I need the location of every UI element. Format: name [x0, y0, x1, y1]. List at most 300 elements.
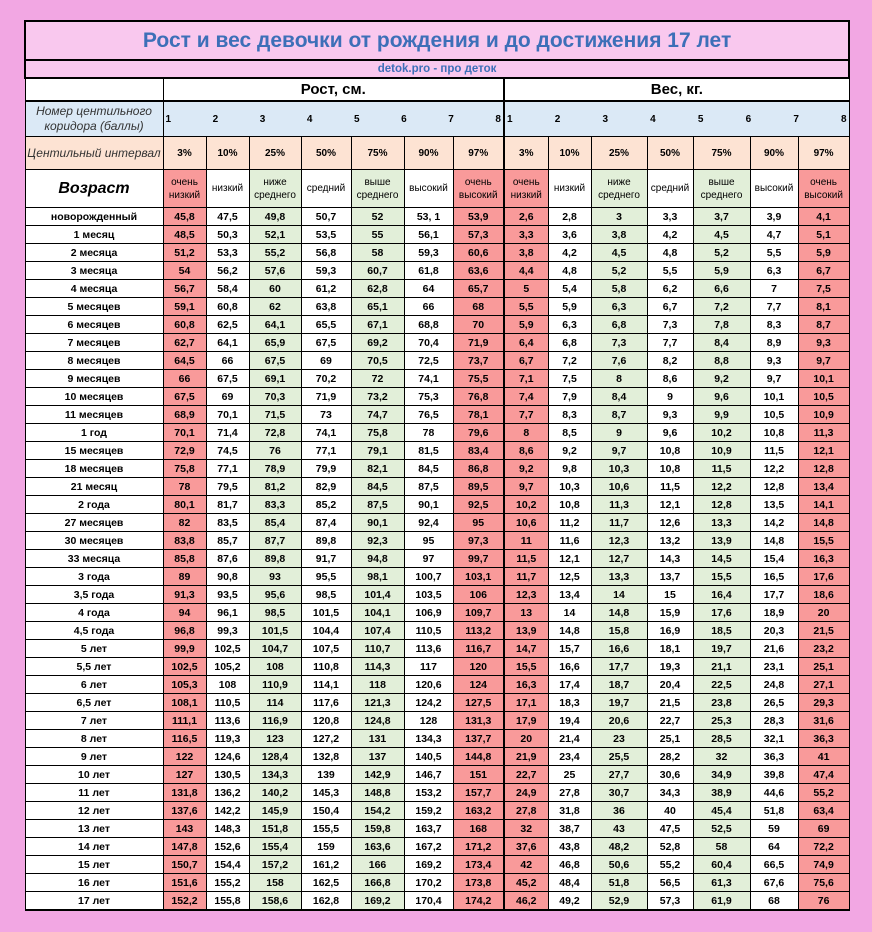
height-value: 55,2 — [249, 244, 301, 262]
table-row — [25, 298, 849, 316]
height-value: 119,3 — [206, 730, 249, 748]
weight-value: 56,5 — [647, 874, 693, 892]
weight-value: 14,5 — [693, 550, 750, 568]
height-value: 131 — [351, 730, 404, 748]
height-value: 145,9 — [249, 802, 301, 820]
weight-value: 14,8 — [591, 604, 647, 622]
weight-value: 61,9 — [693, 892, 750, 911]
weight-value: 3 — [591, 208, 647, 226]
height-value: 167,2 — [404, 838, 453, 856]
table-row — [25, 424, 849, 442]
category-cell: низкий — [548, 170, 591, 208]
table-row — [25, 550, 849, 568]
weight-value: 38,9 — [693, 784, 750, 802]
weight-value: 4,2 — [548, 244, 591, 262]
weight-value: 11,6 — [548, 532, 591, 550]
height-value: 67,5 — [301, 334, 351, 352]
height-value: 117 — [404, 658, 453, 676]
weight-value: 15,5 — [693, 568, 750, 586]
weight-value: 68 — [750, 892, 798, 911]
weight-value: 31,6 — [798, 712, 849, 730]
height-value: 53,5 — [301, 226, 351, 244]
weight-value: 21,5 — [798, 622, 849, 640]
height-value: 89,5 — [453, 478, 504, 496]
height-value: 47,5 — [206, 208, 249, 226]
height-value: 62,7 — [163, 334, 206, 352]
height-header: Рост, см. — [163, 78, 504, 101]
height-value: 76,5 — [404, 406, 453, 424]
height-value: 142,2 — [206, 802, 249, 820]
height-value: 84,5 — [404, 460, 453, 478]
table-row — [25, 496, 849, 514]
weight-value: 6,7 — [798, 262, 849, 280]
height-value: 55 — [351, 226, 404, 244]
weight-value: 12,8 — [693, 496, 750, 514]
weight-value: 12,3 — [504, 586, 548, 604]
height-value: 62,5 — [206, 316, 249, 334]
height-value: 140,2 — [249, 784, 301, 802]
weight-value: 20 — [798, 604, 849, 622]
weight-value: 20,4 — [647, 676, 693, 694]
height-value: 65,5 — [301, 316, 351, 334]
age-cell: 11 лет — [25, 784, 163, 802]
weight-value: 25,3 — [693, 712, 750, 730]
weight-value: 21,5 — [647, 694, 693, 712]
age-cell: 10 лет — [25, 766, 163, 784]
height-value: 110,8 — [301, 658, 351, 676]
weight-value: 57,3 — [647, 892, 693, 911]
age-cell: 14 лет — [25, 838, 163, 856]
weight-value: 64 — [750, 838, 798, 856]
age-cell: 4 месяца — [25, 280, 163, 298]
height-value: 153,2 — [404, 784, 453, 802]
weight-value: 19,7 — [591, 694, 647, 712]
height-value: 99,9 — [163, 640, 206, 658]
height-value: 158 — [249, 874, 301, 892]
height-value: 113,2 — [453, 622, 504, 640]
weight-value: 6,3 — [750, 262, 798, 280]
height-value: 65,1 — [351, 298, 404, 316]
weight-value: 5,2 — [693, 244, 750, 262]
height-value: 150,7 — [163, 856, 206, 874]
weight-value: 51,8 — [750, 802, 798, 820]
weight-value: 58 — [693, 838, 750, 856]
weight-value: 15,8 — [591, 622, 647, 640]
weight-value: 39,8 — [750, 766, 798, 784]
height-value: 63,8 — [301, 298, 351, 316]
height-value: 104,7 — [249, 640, 301, 658]
height-value: 75,8 — [163, 460, 206, 478]
height-value: 158,6 — [249, 892, 301, 911]
height-value: 70,2 — [301, 370, 351, 388]
weight-value: 14,3 — [647, 550, 693, 568]
height-value: 58,4 — [206, 280, 249, 298]
height-value: 127,5 — [453, 694, 504, 712]
weight-value: 9,3 — [750, 352, 798, 370]
height-value: 81,7 — [206, 496, 249, 514]
age-cell: 4,5 года — [25, 622, 163, 640]
height-value: 52 — [351, 208, 404, 226]
table-row — [25, 604, 849, 622]
height-value: 74,7 — [351, 406, 404, 424]
height-corridor-numbers — [163, 101, 504, 137]
weight-value: 7,6 — [591, 352, 647, 370]
weight-value: 63,4 — [798, 802, 849, 820]
table-row — [25, 874, 849, 892]
weight-value: 9,3 — [798, 334, 849, 352]
height-value: 134,3 — [404, 730, 453, 748]
weight-value: 34,3 — [647, 784, 693, 802]
weight-value: 17,6 — [693, 604, 750, 622]
corridor-number: 7 — [793, 113, 799, 125]
weight-header: Вес, кг. — [504, 78, 849, 101]
height-value: 85,8 — [163, 550, 206, 568]
height-value: 162,5 — [301, 874, 351, 892]
height-value: 81,2 — [249, 478, 301, 496]
weight-value: 18,7 — [591, 676, 647, 694]
height-value: 91,3 — [163, 586, 206, 604]
height-value: 87,4 — [301, 514, 351, 532]
height-value: 64,1 — [206, 334, 249, 352]
height-value: 157,7 — [453, 784, 504, 802]
height-value: 71,4 — [206, 424, 249, 442]
percentile-cell: 75% — [693, 137, 750, 170]
height-value: 97,3 — [453, 532, 504, 550]
weight-value: 19,3 — [647, 658, 693, 676]
percentile-cell: 10% — [548, 137, 591, 170]
height-value: 131,3 — [453, 712, 504, 730]
height-value: 78 — [163, 478, 206, 496]
height-value: 107,4 — [351, 622, 404, 640]
weight-value: 29,3 — [798, 694, 849, 712]
weight-value: 10,8 — [647, 460, 693, 478]
weight-value: 15,9 — [647, 604, 693, 622]
height-value: 98,1 — [351, 568, 404, 586]
weight-value: 11,5 — [504, 550, 548, 568]
weight-value: 3,8 — [591, 226, 647, 244]
weight-value: 60,4 — [693, 856, 750, 874]
weight-value: 21,6 — [750, 640, 798, 658]
table-row — [25, 802, 849, 820]
height-value: 110,7 — [351, 640, 404, 658]
height-value: 50,7 — [301, 208, 351, 226]
height-value: 151 — [453, 766, 504, 784]
category-cell: очень высокий — [453, 170, 504, 208]
height-value: 68,8 — [404, 316, 453, 334]
height-value: 104,4 — [301, 622, 351, 640]
height-value: 83,4 — [453, 442, 504, 460]
category-cell: средний — [647, 170, 693, 208]
height-value: 45,8 — [163, 208, 206, 226]
age-cell: новорожденный — [25, 208, 163, 226]
height-value: 124 — [453, 676, 504, 694]
height-value: 78,9 — [249, 460, 301, 478]
weight-value: 6,3 — [548, 316, 591, 334]
height-value: 128 — [404, 712, 453, 730]
weight-value: 2,6 — [504, 208, 548, 226]
weight-value: 38,7 — [548, 820, 591, 838]
height-value: 124,8 — [351, 712, 404, 730]
height-value: 169,2 — [351, 892, 404, 911]
weight-value: 2,8 — [548, 208, 591, 226]
weight-value: 7 — [750, 280, 798, 298]
height-value: 60,7 — [351, 262, 404, 280]
weight-value: 15,5 — [798, 532, 849, 550]
table-row — [25, 280, 849, 298]
weight-value: 9,9 — [693, 406, 750, 424]
height-value: 173,8 — [453, 874, 504, 892]
weight-value: 11,5 — [647, 478, 693, 496]
corridor-number: 5 — [354, 113, 360, 125]
weight-value: 10,3 — [591, 460, 647, 478]
height-value: 159,8 — [351, 820, 404, 838]
weight-value: 8,1 — [798, 298, 849, 316]
weight-value: 8,4 — [693, 334, 750, 352]
weight-value: 5,9 — [798, 244, 849, 262]
category-cell: высокий — [750, 170, 798, 208]
weight-value: 41 — [798, 748, 849, 766]
table-row — [25, 640, 849, 658]
height-value: 76,8 — [453, 388, 504, 406]
weight-value: 50,6 — [591, 856, 647, 874]
interval-label: Центильный интервал — [25, 137, 163, 170]
height-value: 144,8 — [453, 748, 504, 766]
weight-value: 52,8 — [647, 838, 693, 856]
height-value: 134,3 — [249, 766, 301, 784]
weight-value: 3,6 — [548, 226, 591, 244]
weight-value: 9 — [591, 424, 647, 442]
height-value: 123 — [249, 730, 301, 748]
height-value: 161,2 — [301, 856, 351, 874]
height-value: 163,7 — [404, 820, 453, 838]
weight-value: 59 — [750, 820, 798, 838]
weight-value: 11,5 — [693, 460, 750, 478]
age-cell: 6,5 лет — [25, 694, 163, 712]
weight-value: 46,2 — [504, 892, 548, 911]
weight-value: 8,6 — [647, 370, 693, 388]
weight-value: 12,7 — [591, 550, 647, 568]
height-value: 70 — [453, 316, 504, 334]
weight-value: 8,6 — [504, 442, 548, 460]
age-cell: 21 месяц — [25, 478, 163, 496]
weight-value: 5,1 — [798, 226, 849, 244]
height-value: 154,4 — [206, 856, 249, 874]
percentile-cell: 25% — [591, 137, 647, 170]
table-row — [25, 838, 849, 856]
percentile-cell: 75% — [351, 137, 404, 170]
height-value: 84,5 — [351, 478, 404, 496]
age-cell: 9 месяцев — [25, 370, 163, 388]
weight-value: 15 — [647, 586, 693, 604]
weight-value: 22,7 — [647, 712, 693, 730]
height-value: 143 — [163, 820, 206, 838]
table-row — [25, 208, 849, 226]
height-value: 70,3 — [249, 388, 301, 406]
height-value: 93 — [249, 568, 301, 586]
weight-value: 6,7 — [504, 352, 548, 370]
height-value: 50,3 — [206, 226, 249, 244]
age-cell: 7 месяцев — [25, 334, 163, 352]
weight-value: 23,8 — [693, 694, 750, 712]
height-value: 68 — [453, 298, 504, 316]
category-cell: очень низкий — [504, 170, 548, 208]
table-row — [25, 694, 849, 712]
height-value: 159,2 — [404, 802, 453, 820]
height-value: 74,5 — [206, 442, 249, 460]
weight-value: 14,2 — [750, 514, 798, 532]
weight-value: 14,8 — [798, 514, 849, 532]
height-value: 66 — [404, 298, 453, 316]
height-value: 83,3 — [249, 496, 301, 514]
height-value: 155,2 — [206, 874, 249, 892]
weight-value: 11,3 — [798, 424, 849, 442]
height-value: 152,6 — [206, 838, 249, 856]
weight-value: 10,5 — [750, 406, 798, 424]
height-value: 99,3 — [206, 622, 249, 640]
height-value: 132,8 — [301, 748, 351, 766]
table-row — [25, 892, 849, 911]
height-value: 108 — [206, 676, 249, 694]
percentile-cell: 90% — [404, 137, 453, 170]
weight-value: 14,8 — [548, 622, 591, 640]
weight-value: 13,2 — [647, 532, 693, 550]
corridor-number: 8 — [495, 113, 501, 125]
weight-value: 8,3 — [750, 316, 798, 334]
height-value: 148,8 — [351, 784, 404, 802]
height-value: 51,2 — [163, 244, 206, 262]
weight-value: 25,5 — [591, 748, 647, 766]
height-value: 78,1 — [453, 406, 504, 424]
corridor-number: 2 — [212, 113, 219, 125]
weight-value: 75,6 — [798, 874, 849, 892]
height-value: 75,8 — [351, 424, 404, 442]
percentile-cell: 10% — [206, 137, 249, 170]
weight-value: 31,8 — [548, 802, 591, 820]
weight-value: 9 — [647, 388, 693, 406]
table-row — [25, 676, 849, 694]
height-value: 60 — [249, 280, 301, 298]
weight-value: 7,4 — [504, 388, 548, 406]
weight-value: 8,3 — [548, 406, 591, 424]
weight-value: 13,9 — [504, 622, 548, 640]
weight-value: 4,8 — [548, 262, 591, 280]
weight-value: 20 — [504, 730, 548, 748]
height-value: 69,1 — [249, 370, 301, 388]
weight-value: 9,2 — [548, 442, 591, 460]
table-row — [25, 442, 849, 460]
table-row — [25, 514, 849, 532]
weight-value: 11,5 — [750, 442, 798, 460]
height-value: 74,1 — [301, 424, 351, 442]
weight-value: 24,8 — [750, 676, 798, 694]
weight-value: 3,9 — [750, 208, 798, 226]
height-value: 154,2 — [351, 802, 404, 820]
height-value: 72,9 — [163, 442, 206, 460]
weight-corridor-numbers — [504, 101, 849, 137]
height-value: 62,8 — [351, 280, 404, 298]
weight-value: 47,4 — [798, 766, 849, 784]
age-cell: 3 года — [25, 568, 163, 586]
height-value: 71,9 — [453, 334, 504, 352]
height-value: 49,8 — [249, 208, 301, 226]
weight-value: 3,3 — [504, 226, 548, 244]
weight-value: 22,5 — [693, 676, 750, 694]
weight-value: 10,1 — [750, 388, 798, 406]
weight-value: 7,5 — [798, 280, 849, 298]
weight-value: 12,2 — [750, 460, 798, 478]
height-value: 137 — [351, 748, 404, 766]
weight-value: 32 — [693, 748, 750, 766]
weight-value: 9,8 — [548, 460, 591, 478]
height-value: 52,1 — [249, 226, 301, 244]
age-cell: 5 месяцев — [25, 298, 163, 316]
weight-value: 5,9 — [504, 316, 548, 334]
weight-value: 18,9 — [750, 604, 798, 622]
weight-value: 7,3 — [647, 316, 693, 334]
weight-value: 10,9 — [798, 406, 849, 424]
weight-value: 11,7 — [591, 514, 647, 532]
table-row — [25, 334, 849, 352]
weight-value: 12,1 — [647, 496, 693, 514]
height-value: 70,5 — [351, 352, 404, 370]
height-value: 69,2 — [351, 334, 404, 352]
height-value: 67,5 — [163, 388, 206, 406]
table-row — [25, 406, 849, 424]
height-value: 106 — [453, 586, 504, 604]
weight-value: 8,8 — [693, 352, 750, 370]
age-cell: 5,5 лет — [25, 658, 163, 676]
height-value: 86,8 — [453, 460, 504, 478]
height-value: 101,5 — [301, 604, 351, 622]
weight-value: 46,8 — [548, 856, 591, 874]
weight-value: 7,8 — [693, 316, 750, 334]
weight-value: 9,7 — [798, 352, 849, 370]
weight-value: 13,4 — [548, 586, 591, 604]
weight-value: 14 — [548, 604, 591, 622]
percentile-cell: 3% — [504, 137, 548, 170]
height-value: 146,7 — [404, 766, 453, 784]
height-value: 150,4 — [301, 802, 351, 820]
table-row — [25, 370, 849, 388]
percentile-cell: 25% — [249, 137, 301, 170]
height-value: 97 — [404, 550, 453, 568]
height-value: 90,1 — [351, 514, 404, 532]
height-value: 82 — [163, 514, 206, 532]
weight-value: 21,1 — [693, 658, 750, 676]
height-value: 74,1 — [404, 370, 453, 388]
height-value: 170,2 — [404, 874, 453, 892]
weight-value: 12,2 — [693, 478, 750, 496]
height-value: 142,9 — [351, 766, 404, 784]
weight-value: 10,6 — [504, 514, 548, 532]
weight-value: 25 — [548, 766, 591, 784]
table-row — [25, 226, 849, 244]
weight-value: 10,1 — [798, 370, 849, 388]
weight-value: 9,6 — [647, 424, 693, 442]
height-value: 130,5 — [206, 766, 249, 784]
category-cell: средний — [301, 170, 351, 208]
weight-value: 4,4 — [504, 262, 548, 280]
weight-value: 9,3 — [647, 406, 693, 424]
table-row — [25, 658, 849, 676]
weight-value: 20,3 — [750, 622, 798, 640]
weight-value: 17,9 — [504, 712, 548, 730]
height-value: 151,6 — [163, 874, 206, 892]
weight-value: 12,5 — [548, 568, 591, 586]
height-value: 65,9 — [249, 334, 301, 352]
weight-value: 3,3 — [647, 208, 693, 226]
weight-value: 74,9 — [798, 856, 849, 874]
